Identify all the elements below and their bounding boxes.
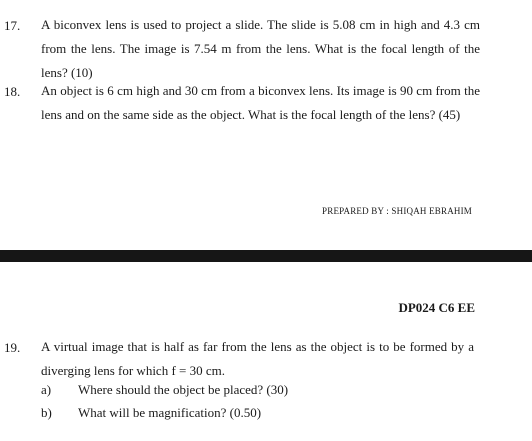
- question-number: 19.: [4, 340, 21, 355]
- subpart-letter: a): [41, 382, 52, 397]
- page-bottom: [0, 262, 532, 441]
- subpart-text: What will be magnification? (0.50): [78, 405, 262, 420]
- prepared-by-footer: PREPARED BY : SHIQAH EBRAHIM: [322, 206, 472, 216]
- question-text: An object is 6 cm high and 30 cm from a biconvex lens. Its image is 90 cm from the lens and on the same side as the object. What is the focal length of the lens? (45): [41, 83, 480, 122]
- subpart-letter: b): [41, 405, 52, 420]
- question-number: 18.: [4, 84, 21, 99]
- course-code-header: DP024 C6 EE: [398, 300, 475, 315]
- question-number: 17.: [4, 18, 21, 33]
- question-text: A virtual image that is half as far from the lens as the object is to be formed by a diverging lens for which f = 30 cm.: [41, 339, 474, 378]
- page-divider: [0, 250, 532, 262]
- subpart-text: Where should the object be placed? (30): [78, 382, 289, 397]
- question-text: A biconvex lens is used to project a slide. The slide is 5.08 cm in high and 4.3 cm from the lens. The image is 7.54 m from the lens. What is the focal length of the lens? (10): [41, 17, 480, 80]
